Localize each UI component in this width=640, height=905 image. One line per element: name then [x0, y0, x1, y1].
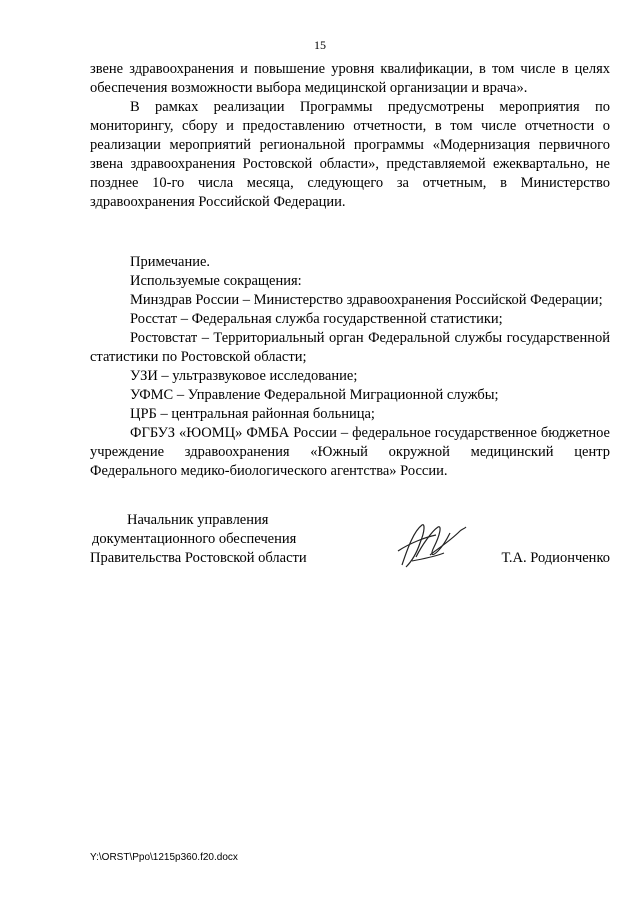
abbreviation-item: УФМС – Управление Федеральной Миграционной службы; [130, 387, 499, 403]
program-paragraph: В рамках реализации Программы предусмотрены мероприятия по мониторингу, сбору и предоставлению отчетности, в том числе отчетности о реализации мероприятий региональной программы «Модернизация первичного звена здравоохранения Ростовской области», представляемой ежеквартально, не позднее 10-го числа месяца, следующего за отчетным, в Министерство здравоохранения Российской Федерации. [90, 99, 610, 210]
note-title: Примечание. [130, 254, 211, 270]
signatory-name: Т.А. Родионченко [501, 550, 610, 566]
notes-section [90, 253, 610, 481]
abbreviation-item: Ростовстат – Территориальный орган Федеральной службы государственной статистики по Ростовской области; [90, 330, 610, 365]
abbreviation-item: УЗИ – ультразвуковое исследование; [130, 368, 358, 384]
handwritten-signature [392, 517, 470, 573]
abbreviation-item: ФГБУЗ «ЮОМЦ» ФМБА России – федеральное государственное бюджетное учреждение здравоохранения «Южный окружной медицинский центр Федерального медико-биологического агентства» России. [90, 425, 610, 479]
file-path-footer: Y:\ORST\Ppo\1215p360.f20.docx [90, 852, 238, 863]
signatory-title-line2: документационного обеспечения [92, 531, 297, 547]
signature-block [90, 511, 610, 581]
signatory-title-line1: Начальник управления [127, 512, 269, 528]
document-body [90, 60, 610, 481]
continuation-paragraph: звене здравоохранения и повышение уровня квалификации, в том числе в целях обеспечения возможности выбора медицинской организации и врача». [90, 61, 610, 96]
abbreviation-item: Росстат – Федеральная служба государственной статистики; [130, 311, 503, 327]
signatory-title-line3: Правительства Ростовской области [90, 550, 307, 566]
page-number: 15 [314, 38, 326, 52]
abbreviation-item: Минздрав России – Министерство здравоохранения Российской Федерации; [130, 292, 603, 308]
abbreviation-item: ЦРБ – центральная районная больница; [130, 406, 375, 422]
note-intro: Используемые сокращения: [130, 273, 302, 289]
